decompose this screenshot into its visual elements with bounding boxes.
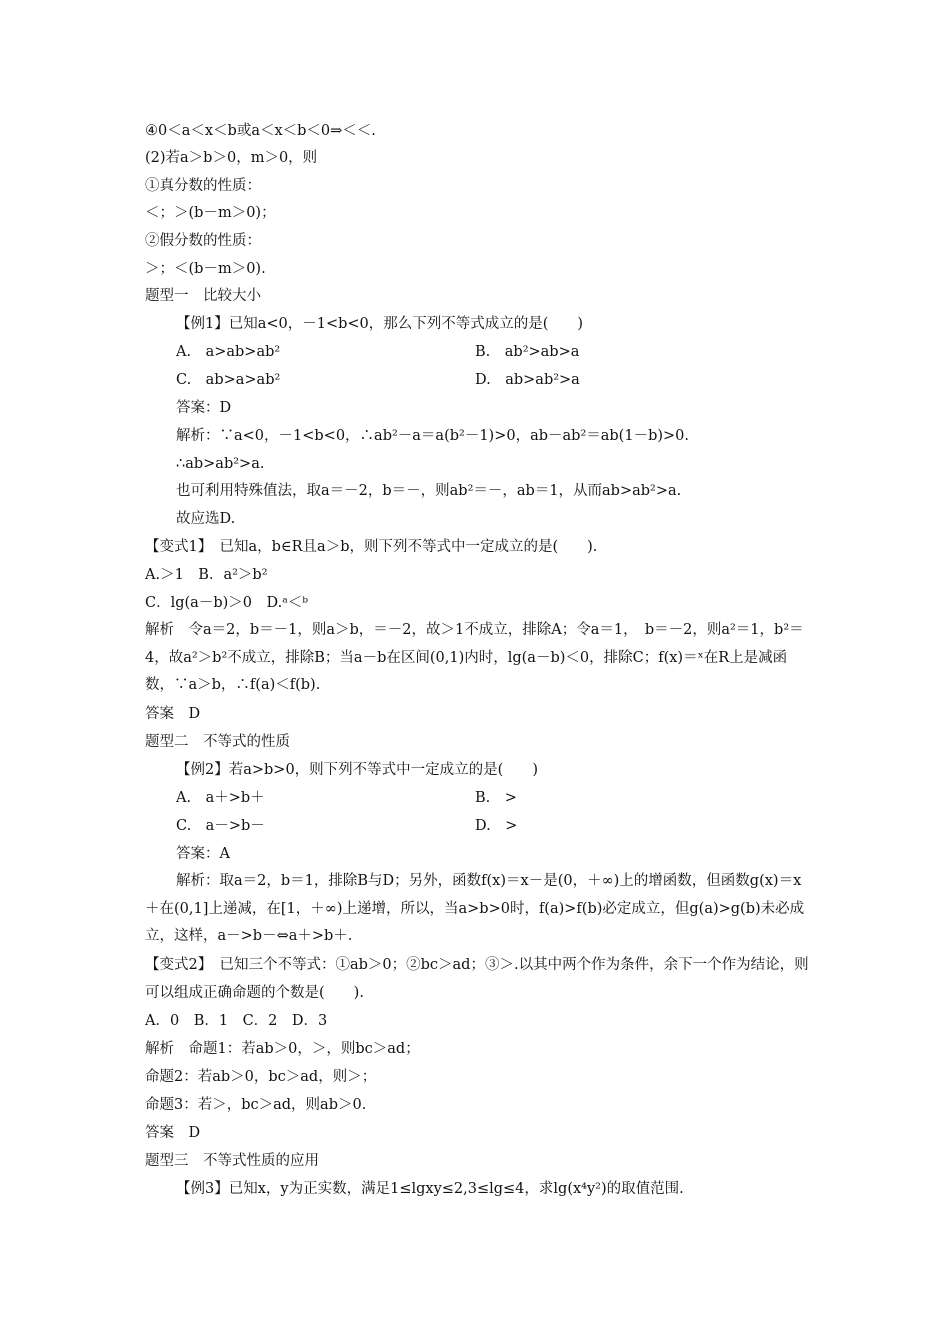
- example-question: 【例3】已知x，y为正实数，满足1≤lgxy≤2,3≤lg≤4，求lg(x⁴y²)的取值范围.: [176, 1181, 684, 1197]
- example-question: 【例2】若a>b>0，则下列不等式中一定成立的是( ): [176, 762, 538, 778]
- text-line: C．lg(a－b)＞0 D.ᵃ＜ᵇ: [145, 595, 309, 611]
- option-d: D. >: [475, 818, 518, 834]
- option-c: C. a－>b－: [176, 818, 265, 834]
- example-question: 【例1】已知a<0，－1<b<0，那么下列不等式成立的是( ): [176, 316, 584, 332]
- text-line: 命题2：若ab＞0，bc＞ad，则＞；: [145, 1069, 377, 1085]
- section-heading: 题型二 不等式的性质: [145, 734, 290, 750]
- variant-question: 【变式2】 已知三个不等式：①ab＞0；②bc＞ad；③＞.以其中两个作为条件，余下一个作为结论，则可以组成正确命题的个数是( ).: [145, 957, 809, 1001]
- text-line: 命题3：若＞，bc＞ad，则ab＞0.: [145, 1097, 367, 1113]
- text-line: ∴ab>ab²>a.: [176, 456, 265, 472]
- text-line: 解析 命题1：若ab＞0，＞，则bc＞ad；: [145, 1041, 420, 1057]
- text-line: A.＞1 B．a²＞b²: [145, 567, 268, 583]
- text-line: ＞；＜(b－m＞0).: [145, 261, 266, 277]
- answer-line: 答案：A: [176, 846, 230, 862]
- text-line: ①真分数的性质：: [145, 178, 261, 194]
- answer-line: 答案：D: [176, 400, 232, 416]
- answer-line: 答案 D: [145, 1125, 201, 1141]
- option-d: D. ab>ab²>a: [475, 372, 580, 388]
- text-line: ＜；＞(b－m＞0)；: [145, 205, 276, 221]
- option-b: B. >: [475, 790, 517, 806]
- text-line: 解析：∵a<0，－1<b<0，∴ab²－a＝a(b²－1)>0，ab－ab²＝ab(1－b)>0.: [176, 428, 689, 444]
- analysis-paragraph: 解析：取a＝2，b＝1，排除B与D；另外，函数f(x)＝x－是(0，＋∞)上的增函数，但函数g(x)＝x＋在(0,1]上递减，在[1，＋∞)上递增，所以，当a>b>0时，f(a)>f(b)必定成立，但g(a)>g(b)未必成立，这样，a－>b－⇔a＋>b＋.: [145, 873, 805, 944]
- option-c: C. ab>a>ab²: [176, 372, 281, 388]
- option-a: A. a>ab>ab²: [176, 344, 281, 360]
- section-heading: 题型三 不等式性质的应用: [145, 1153, 319, 1169]
- option-a: A. a＋>b＋: [176, 790, 265, 806]
- text-line: ④0＜a＜x＜b或a＜x＜b＜0⇒＜＜.: [145, 123, 376, 139]
- text-line: ②假分数的性质：: [145, 233, 261, 249]
- text-line: 也可利用特殊值法，取a＝－2，b＝－，则ab²＝－，ab＝1，从而ab>ab²>a.: [176, 483, 682, 499]
- analysis-paragraph: 解析 令a＝2，b＝－1，则a＞b，＝－2，故＞1不成立，排除A；令a＝1， b＝－2，则a²＝1，b²＝4，故a²＞b²不成立，排除B；当a－b在区间(0,1)内时，lg(a－b)＜0，排除C；f(x)＝ˣ在R上是减函数，∵a＞b，∴f(a)＜f(b).: [145, 622, 804, 693]
- option-b: B. ab²>ab>a: [475, 344, 580, 360]
- text-line: 故应选D.: [176, 511, 236, 527]
- variant-question: 【变式1】 已知a，b∈R且a＞b，则下列不等式中一定成立的是( ).: [145, 539, 598, 555]
- section-heading: 题型一 比较大小: [145, 288, 261, 304]
- text-line: (2)若a＞b＞0，m＞0，则: [145, 150, 318, 166]
- text-line: A．0 B．1 C．2 D．3: [145, 1013, 328, 1029]
- answer-line: 答案 D: [145, 706, 201, 722]
